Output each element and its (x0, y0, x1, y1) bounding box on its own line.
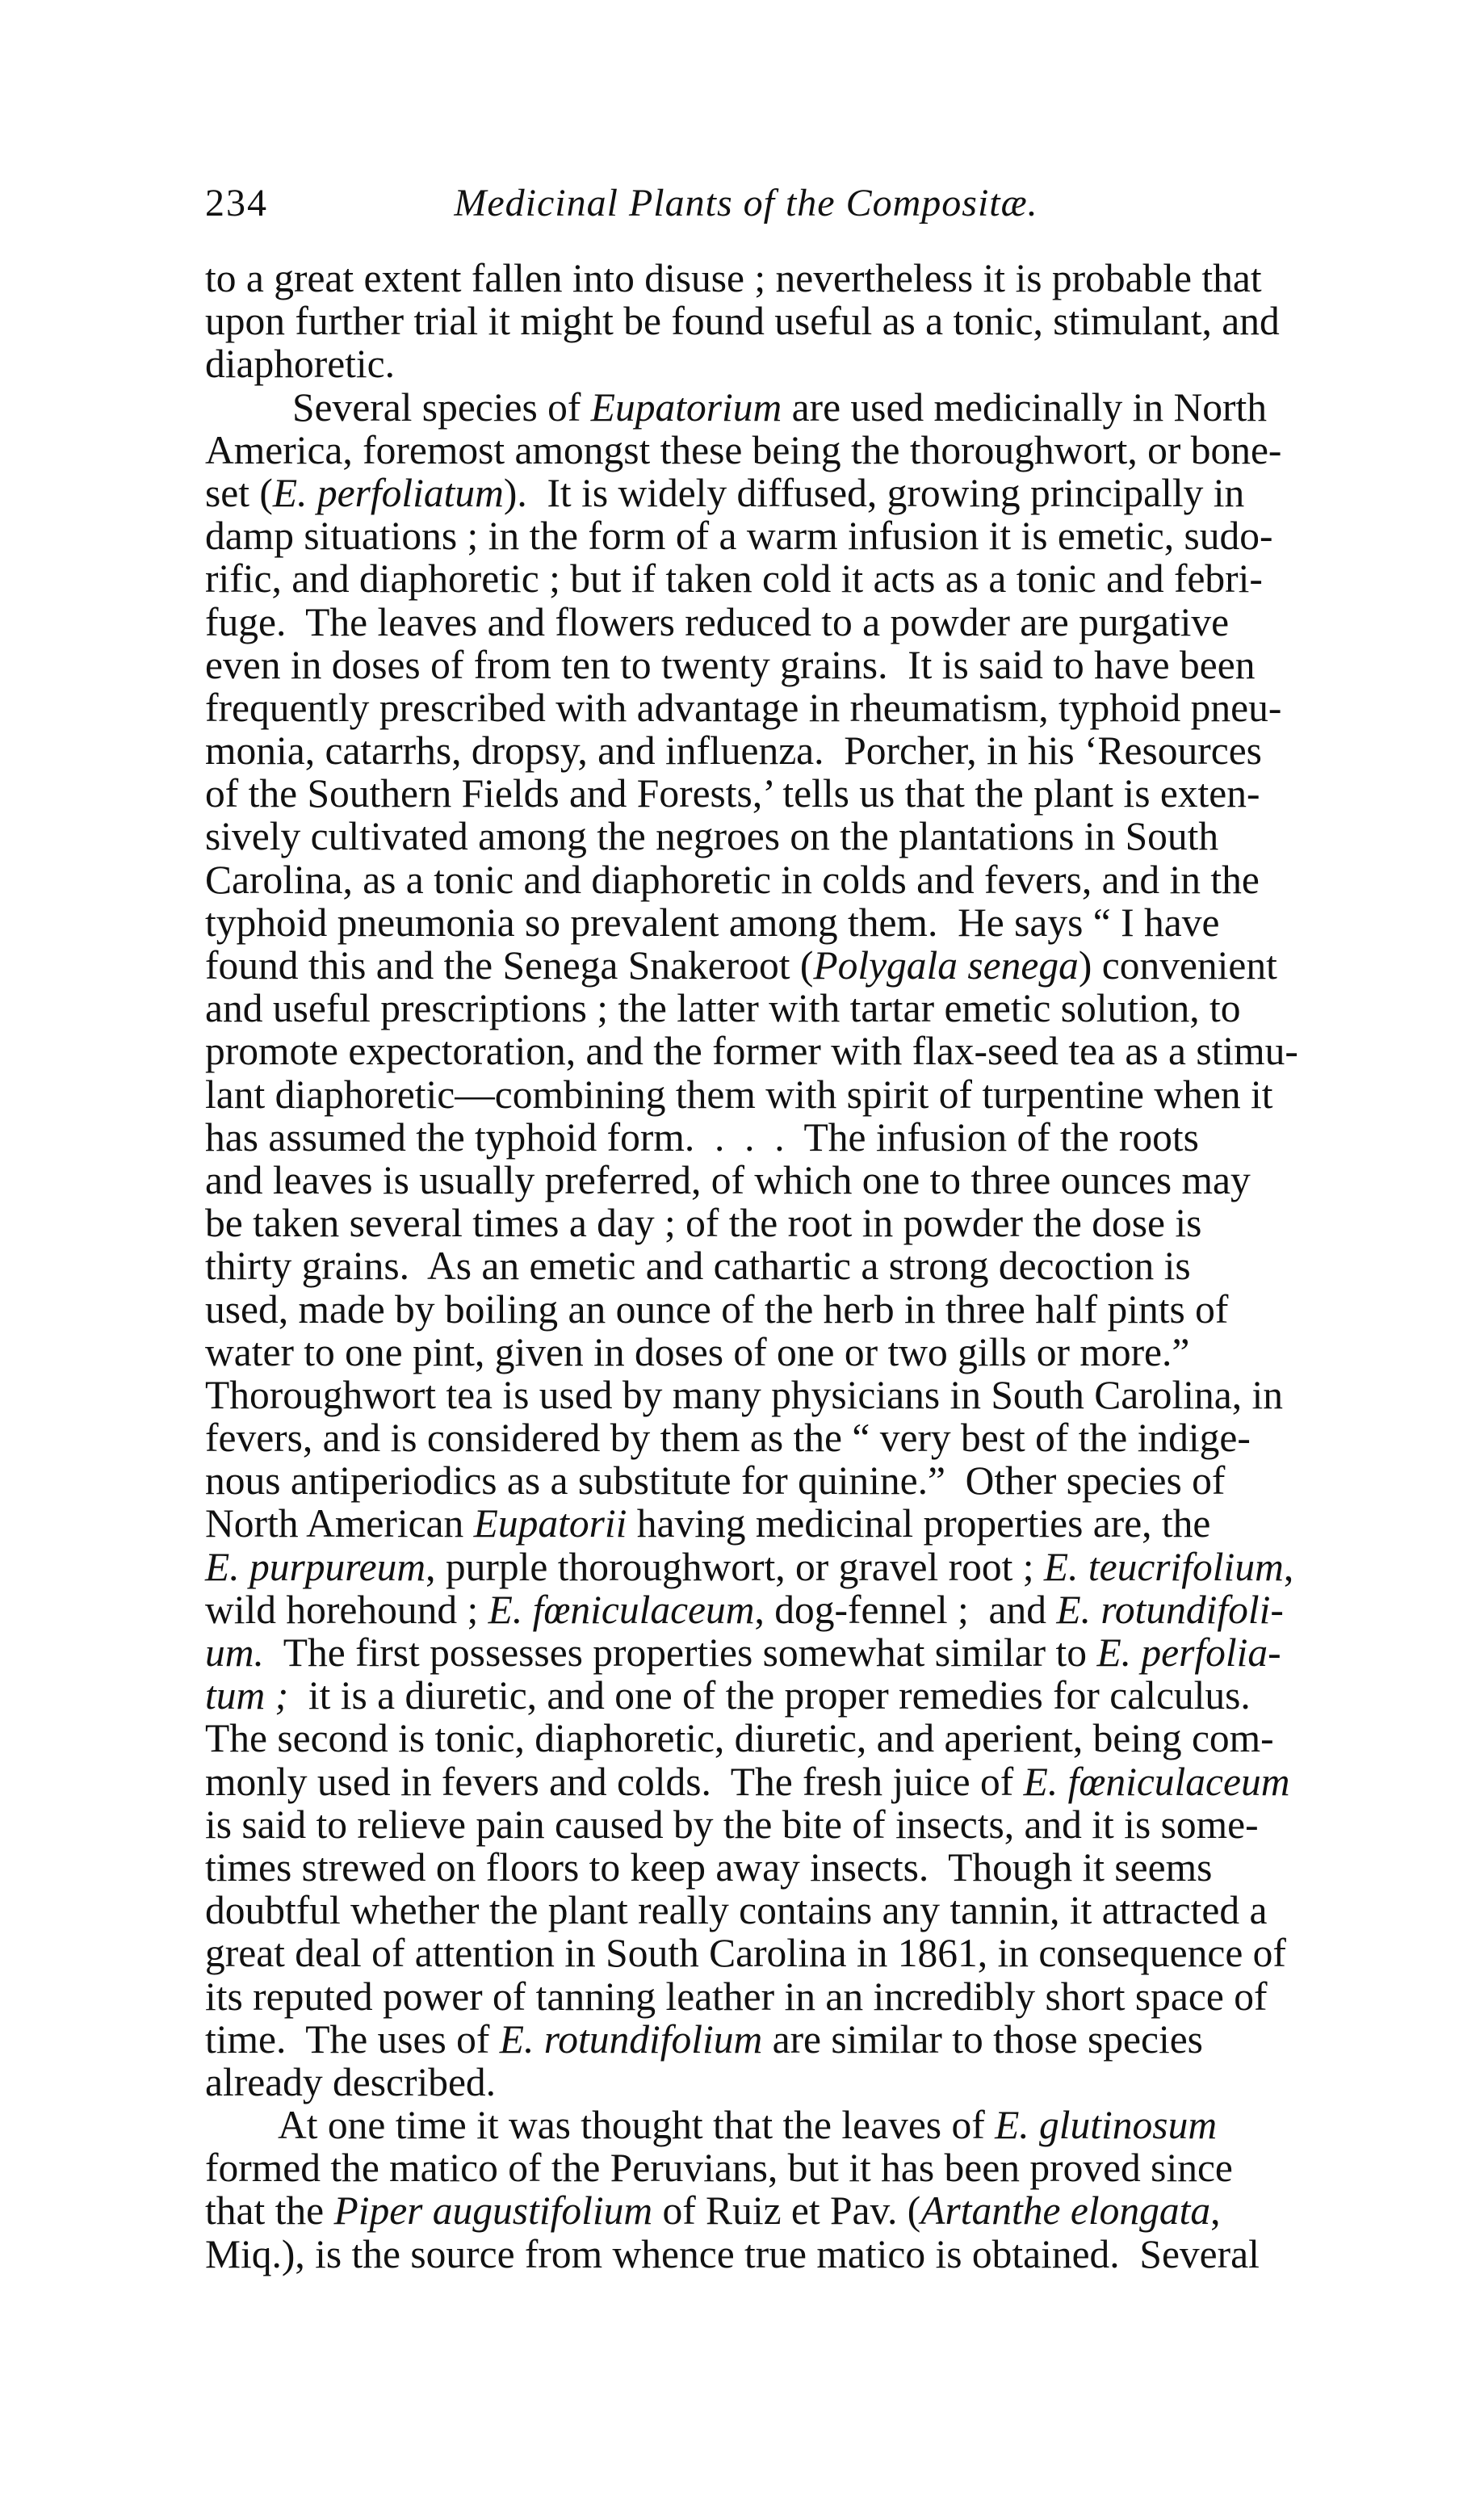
text-run: of Ruiz et Pav. ( (652, 2188, 921, 2234)
text-line (205, 1416, 1469, 1459)
text-run: North American (205, 1501, 474, 1546)
text-run: are similar to those species (762, 2016, 1203, 2062)
text-run: and useful prescriptions ; the latter with tartar emetic solution, to (205, 986, 1241, 1031)
text-line (205, 858, 1469, 901)
italic-text: Polygala senega (813, 943, 1079, 988)
italic-text: E. rotundifoli- (1056, 1587, 1284, 1632)
text-line (205, 1374, 1469, 1416)
text-line (205, 2189, 1469, 2232)
text-run: monia, catarrhs, dropsy, and influenza. Porcher, in his ‘Resources (205, 728, 1262, 774)
text-run: of the Southern Fields and Forests,’ tells us that the plant is exten- (205, 771, 1260, 816)
text-run: Thoroughwort tea is used by many physicians in South Carolina, in (205, 1372, 1283, 1417)
text-run: ). It is widely diffused, growing principally in (503, 470, 1245, 515)
text-line (205, 1459, 1469, 1502)
text-line (205, 1803, 1469, 1846)
text-line (205, 987, 1469, 1030)
text-run: doubtful whether the plant really contains any tannin, it attracted a (205, 1888, 1268, 1933)
text-run: ) convenient (1078, 943, 1277, 988)
text-run: are used medicinally in North (782, 384, 1267, 430)
text-run: even in doses of from ten to twenty grains. It is said to have been (205, 642, 1256, 687)
italic-text: E. purpureum (205, 1544, 426, 1589)
paragraph (205, 2104, 1469, 2276)
body-text (205, 257, 1469, 2276)
text-line (205, 1502, 1469, 1545)
text-run: to a great extent fallen into disuse ; nevertheless it is probable that (205, 256, 1262, 300)
italic-text: E. perfolia- (1096, 1630, 1281, 1675)
text-line (205, 729, 1469, 772)
text-run: damp situations ; in the form of a warm infusion it is emetic, sudo- (205, 514, 1273, 559)
italic-text: tum ; (205, 1673, 289, 1718)
text-line (205, 1116, 1469, 1159)
text-run: is said to relieve pain caused by the bite of insects, and it is some- (205, 1802, 1259, 1847)
text-run: The second is tonic, diaphoretic, diuretic, and aperient, being com- (205, 1716, 1274, 1761)
text-line (205, 686, 1469, 729)
text-line (205, 1331, 1469, 1374)
paragraph (205, 257, 1469, 386)
text-run: water to one pint, given in doses of one or two gills or more.” (205, 1329, 1190, 1374)
text-run: formed the matico of the Peruvians, but it has been proved since (205, 2146, 1233, 2191)
italic-text: Eupatorii (473, 1501, 627, 1546)
paragraph (205, 386, 1469, 2104)
text-run: , (1210, 2188, 1221, 2234)
text-line (205, 386, 1469, 429)
italic-text: E. rotundifolium (499, 2016, 763, 2062)
page-header (205, 181, 1287, 229)
text-run: that the (205, 2188, 334, 2234)
italic-text: Piper augustifolium (333, 2188, 653, 2234)
text-line (205, 644, 1469, 686)
italic-text: E. teucrifolium (1043, 1544, 1284, 1589)
text-run: fuge. The leaves and flowers reduced to a powder are purgative (205, 599, 1230, 644)
italic-text: um. (205, 1630, 264, 1675)
text-run: fevers, and is considered by them as the “ very best of the indige- (205, 1416, 1251, 1461)
text-run: , (1283, 1544, 1294, 1589)
text-line (205, 300, 1469, 342)
text-line (205, 1244, 1469, 1287)
text-line (205, 815, 1469, 858)
text-run: typhoid pneumonia so prevalent among them. He says “ I have (205, 900, 1220, 945)
text-line (205, 901, 1469, 944)
text-run: it is a diuretic, and one of the proper remedies for calculus. (288, 1673, 1251, 1718)
text-line (205, 257, 1469, 300)
italic-text: E. fœniculaceum (1023, 1759, 1290, 1804)
text-run: times strewed on floors to keep away insects. Though it seems (205, 1844, 1213, 1890)
text-line (205, 1932, 1469, 1974)
italic-text: Artanthe elongata (920, 2188, 1211, 2234)
text-line (205, 1030, 1469, 1072)
text-line (205, 1760, 1469, 1803)
text-line (205, 1975, 1469, 2018)
text-run: The first possesses properties somewhat similar to (263, 1630, 1097, 1675)
text-run: time. The uses of (205, 2016, 500, 2062)
text-run: upon further trial it might be found useful as a tonic, stimulant, and (205, 299, 1280, 344)
italic-text: Eupatorium (590, 384, 782, 430)
text-run: its reputed power of tanning leather in an incredibly short space of (205, 1974, 1268, 2019)
text-run: frequently prescribed with advantage in rheumatism, typhoid pneu- (205, 685, 1282, 730)
text-line (205, 342, 1469, 385)
text-run: Miq.), is the source from whence true matico is obtained. Several (205, 2231, 1260, 2276)
text-run: thirty grains. As an emetic and cathartic a strong decoction is (205, 1244, 1191, 1289)
italic-text: E. perfoliatum (272, 470, 504, 515)
text-line (205, 1717, 1469, 1760)
text-line (205, 429, 1469, 472)
text-run: At one time it was thought that the leaves of (278, 2103, 996, 2148)
running-title: Medicinal Plants of the Compositæ. (454, 182, 1038, 224)
text-line (205, 1588, 1469, 1631)
text-run: set ( (205, 470, 273, 515)
italic-text: E. fœniculaceum (488, 1587, 755, 1632)
text-line (205, 772, 1469, 815)
text-run: found this and the Senega Snakeroot ( (205, 943, 814, 988)
text-run: lant diaphoretic—combining them with spirit of turpentine when it (205, 1072, 1273, 1117)
text-run: great deal of attention in South Carolina in 1861, in consequence of (205, 1931, 1286, 1976)
text-run: be taken several times a day ; of the root in powder the dose is (205, 1201, 1202, 1246)
text-run: having medicinal properties are, the (627, 1501, 1211, 1546)
text-line (205, 2061, 1469, 2104)
text-run: has assumed the typhoid form. . . . The infusion of the roots (205, 1114, 1199, 1160)
italic-text: E. glutinosum (995, 2103, 1218, 2148)
text-line (205, 1159, 1469, 1202)
text-line (205, 2104, 1469, 2146)
text-run: America, foremost amongst these being the thoroughwort, or bone- (205, 427, 1282, 472)
text-run: , dog-fennel ; and (754, 1587, 1057, 1632)
text-line (205, 557, 1469, 600)
text-run: promote expectoration, and the former with flax-seed tea as a stimu- (205, 1029, 1298, 1074)
text-line (205, 1073, 1469, 1116)
text-line (205, 1846, 1469, 1889)
text-run: monly used in fevers and colds. The fresh juice of (205, 1759, 1024, 1804)
text-line (205, 1546, 1469, 1588)
text-run: wild horehound ; (205, 1587, 488, 1632)
text-line (205, 2233, 1469, 2276)
text-line (205, 1889, 1469, 1932)
text-line (205, 601, 1469, 644)
text-run: sively cultivated among the negroes on the plantations in South (205, 814, 1219, 859)
page-number: 234 (205, 182, 268, 224)
text-line (205, 514, 1469, 557)
text-run: , purple thoroughwort, or gravel root ; (425, 1544, 1044, 1589)
text-line (205, 944, 1469, 987)
text-run: nous antiperiodics as a substitute for quinine.” Other species of (205, 1458, 1226, 1504)
text-line (205, 1674, 1469, 1717)
text-run: diaphoretic. (205, 342, 396, 387)
text-run: Carolina, as a tonic and diaphoretic in colds and fevers, and in the (205, 857, 1260, 902)
text-line (205, 2146, 1469, 2189)
text-line (205, 1288, 1469, 1331)
text-run: used, made by boiling an ounce of the herb in three half pints of (205, 1286, 1229, 1332)
text-run: Several species of (292, 384, 591, 430)
text-run: and leaves is usually preferred, of which one to three ounces may (205, 1157, 1251, 1202)
text-run: rific, and diaphoretic ; but if taken cold it acts as a tonic and febri- (205, 556, 1263, 602)
text-line (205, 1631, 1469, 1674)
text-line (205, 1202, 1469, 1244)
text-line (205, 2018, 1469, 2061)
text-run: already described. (205, 2059, 497, 2104)
text-line (205, 472, 1469, 514)
